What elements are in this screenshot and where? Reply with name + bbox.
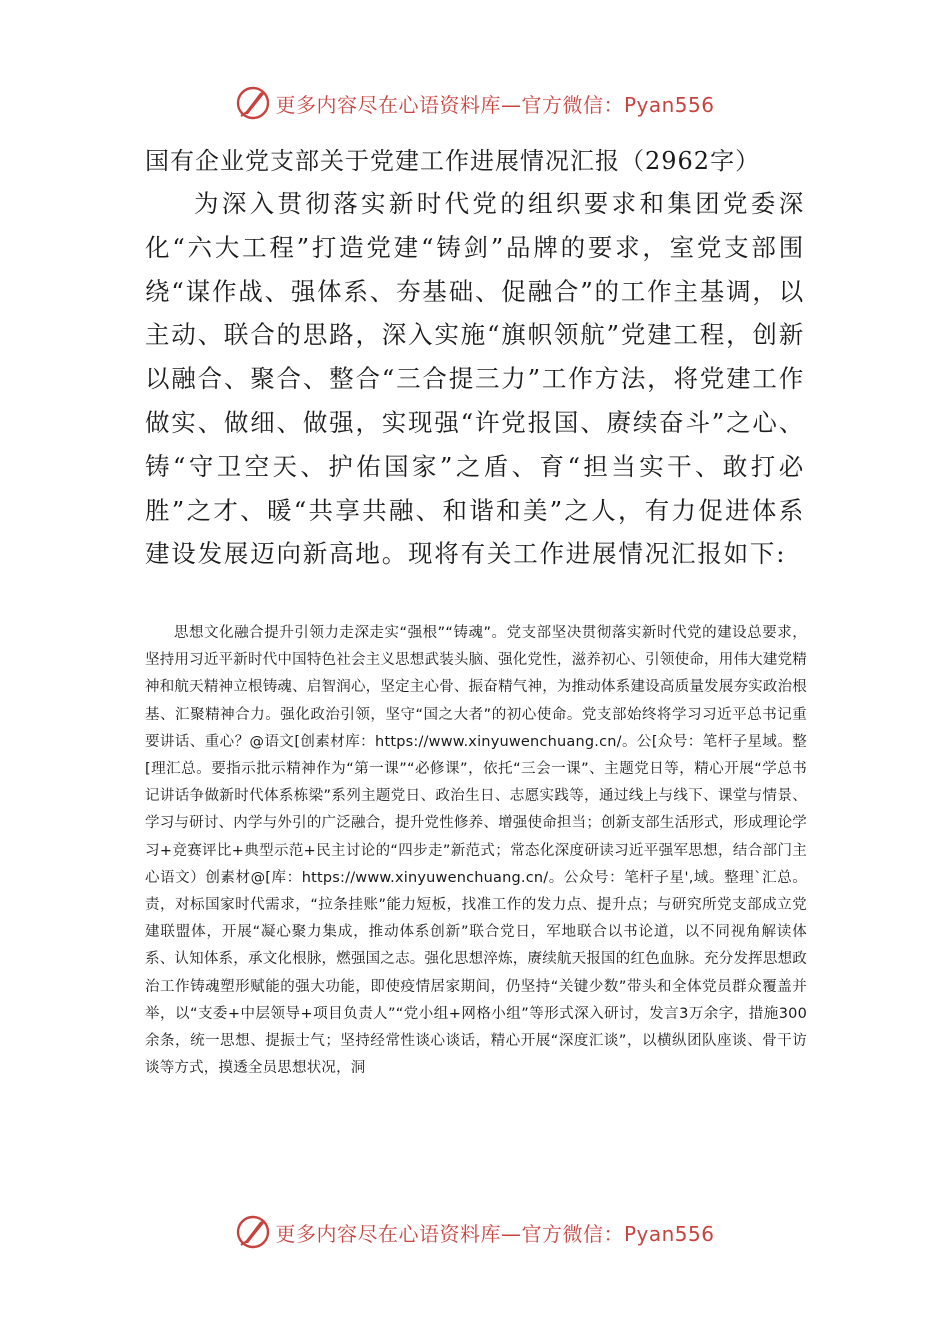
footer-banner <box>0 1212 950 1252</box>
header-banner <box>0 83 950 123</box>
banner-text: 更多内容尽在心语资料库—官方微信：Pyan556 <box>275 92 715 117</box>
quill-pen-logo-icon <box>235 1214 271 1250</box>
banner-text: 更多内容尽在心语资料库—官方微信：Pyan556 <box>275 1221 715 1246</box>
lead-paragraph: 为深入贯彻落实新时代党的组织要求和集团党委深化“六大工程”打造党建“铸剑”品牌的要求，室党支部围绕“谋作战、强体系、夯基础、促融合”的工作主基调，以主动、联合的思路，深入实施“旗帜领航”党建工程，创新以融合、聚合、整合“三合提三力”工作方法，将党建工作做实、做细、做强，实现强“许党报国、赓续奋斗”之心、铸“守卫空天、护佑国家”之盾、育“担当实干、敢打必胜”之才、暖“共享共融、和谐和美”之人，有力促进体系建设发展迈向新高地。现将有关工作进展情况汇报如下: <box>145 189 805 569</box>
quill-pen-logo-icon <box>235 85 271 121</box>
body-paragraph: 思想文化融合提升引领力走深走实“强根”“铸魂”。党支部坚决贯彻落实新时代党的建设总要求，坚持用习近平新时代中国特色社会主义思想武装头脑、强化党性，滋养初心、引领使命，用伟大建党精神和航天精神立根铸魂、启智润心，坚定主心骨、振奋精气神，为推动体系建设高质量发展夯实政治根基、汇聚精神合力。强化政治引领，坚守“国之大者”的初心使命。党支部始终将学习习近平总书记重要讲话、重心？@语文[创素材库：https://www.xinyuwenchuang.cn/。公[众号：笔杆子星域。整[理汇总。要指示批示精神作为“第一课”“必修课”，依托“三会一课”、主题党日等，精心开展“学总书记讲话争做新时代体系栋梁”系列主题党日、政治生日、志愿实践等，通过线上与线下、课堂与情景、学习与研讨、内学与外引的广泛融合，提升党性修养、增强使命担当；创新支部生活形式，形成理论学习+竞赛评比+典型示范+民主讨论的“四步走”新范式；常态化深度研读习近平强军思想，结合部门主心语文）创素材@[库：https://www.xinyuwenchuang.cn/。公众号：笔杆子星',域。整理`汇总。责，对标国家时代需求，“拉条挂账”能力短板，找准工作的发力点、提升点；与研究所党支部成立党建联盟体，开展“凝心聚力集成，推动体系创新”联合党日，军地联合以书论道，以不同视角解读体系、认知体系，承文化根脉，燃强国之志。强化思想淬炼，赓续航天报国的红色血脉。充分发挥思想政治工作铸魂塑形赋能的强大功能，即使疫情居家期间，仍坚持“关键少数”带头和全体党员群众覆盖并举，以“支委+中层领导+项目负责人”“党小组+网格小组”等形式深入研讨，发言3万余字，措施300余条，统一思想、提振士气；坚持经常性谈心谈话，精心开展“深度汇谈”，以横纵团队座谈、骨干访谈等方式，摸透全员思想状况，洞 <box>145 625 807 1077</box>
document-title: 国有企业党支部关于党建工作进展情况汇报（2962字） <box>145 147 761 175</box>
